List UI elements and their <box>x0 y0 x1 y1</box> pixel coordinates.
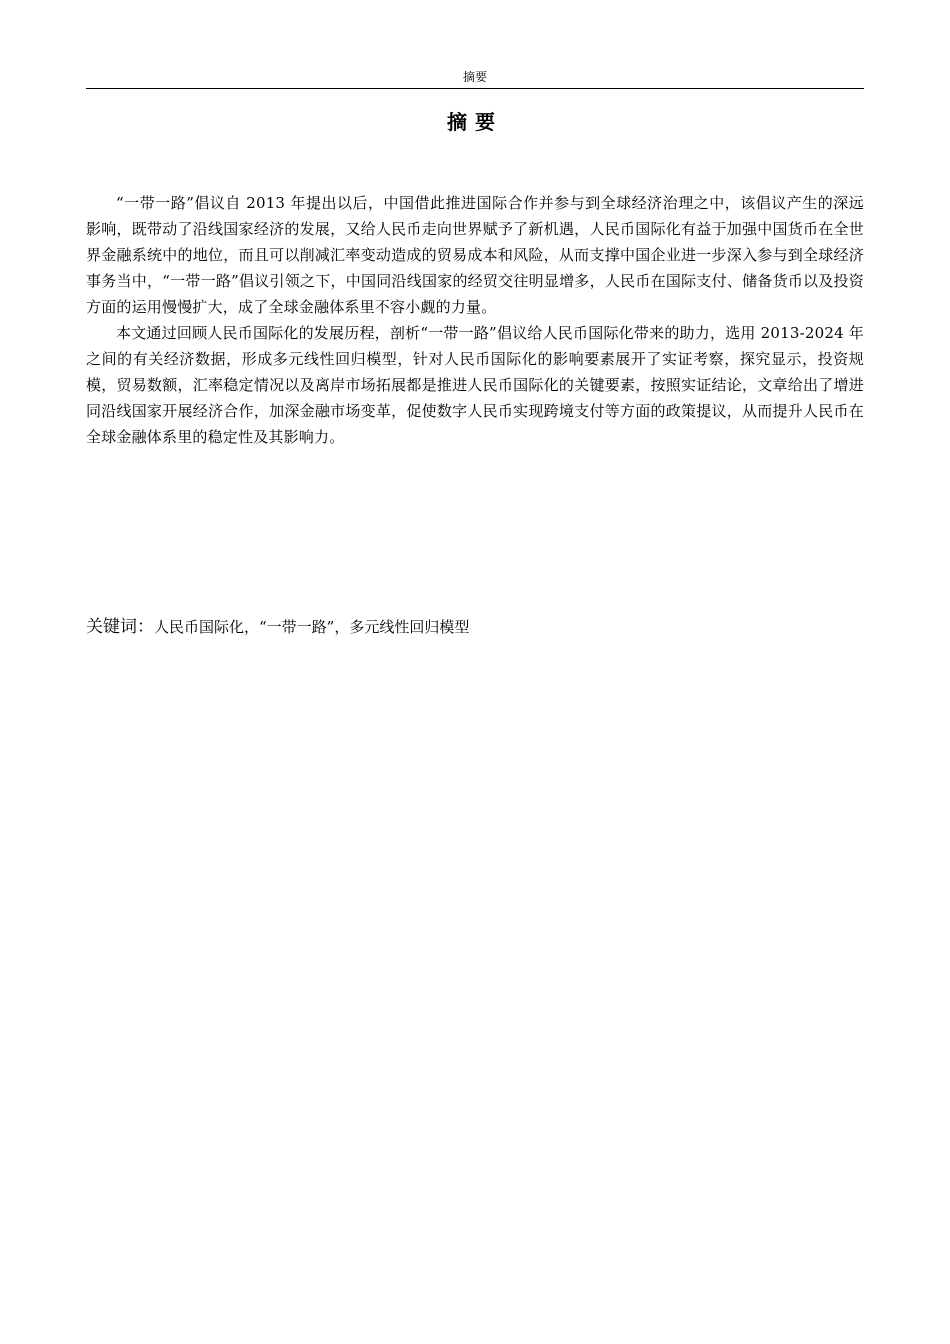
abstract-paragraph-2: 本文通过回顾人民币国际化的发展历程，剖析“一带一路”倡议给人民币国际化带来的助力，选用 2013-2024 年之间的有关经济数据，形成多元线性回归模型，针对人民币国际化的影响要素展开了实证考察，探究显示，投资规模，贸易数额，汇率稳定情况以及离岸市场拓展都是推进人民币国际化的关键要素，按照实证结论，文章给出了增进同沿线国家开展经济合作，加深金融市场变革，促使数字人民币实现跨境支付等方面的政策提议，从而提升人民币在全球金融体系里的稳定性及其影响力。 <box>86 324 864 446</box>
keywords-label: 关键词： <box>86 617 154 637</box>
abstract-paragraph-1: “一带一路”倡议自 2013 年提出以后，中国借此推进国际合作并参与到全球经济治理之中，该倡议产生的深远影响，既带动了沿线国家经济的发展，又给人民币走向世界赋予了新机遇，人民币国际化有益于加强中国货币在全世界金融系统中的地位，而且可以削减汇率变动造成的贸易成本和风险，从而支撑中国企业进一步深入参与到全球经济事务当中，“一带一路”倡议引领之下，中国同沿线国家的经贸交往明显增多，人民币在国际支付、储备货币以及投资方面的运用慢慢扩大，成了全球金融体系里不容小觑的力量。 <box>86 194 864 316</box>
abstract-body <box>86 190 864 450</box>
page-header <box>86 66 864 89</box>
running-title: 摘要 <box>462 70 487 84</box>
keywords-value: 人民币国际化，“一带一路”，多元线性回归模型 <box>154 618 470 636</box>
keywords-line <box>86 614 864 640</box>
abstract-title: 摘要 <box>447 110 503 134</box>
